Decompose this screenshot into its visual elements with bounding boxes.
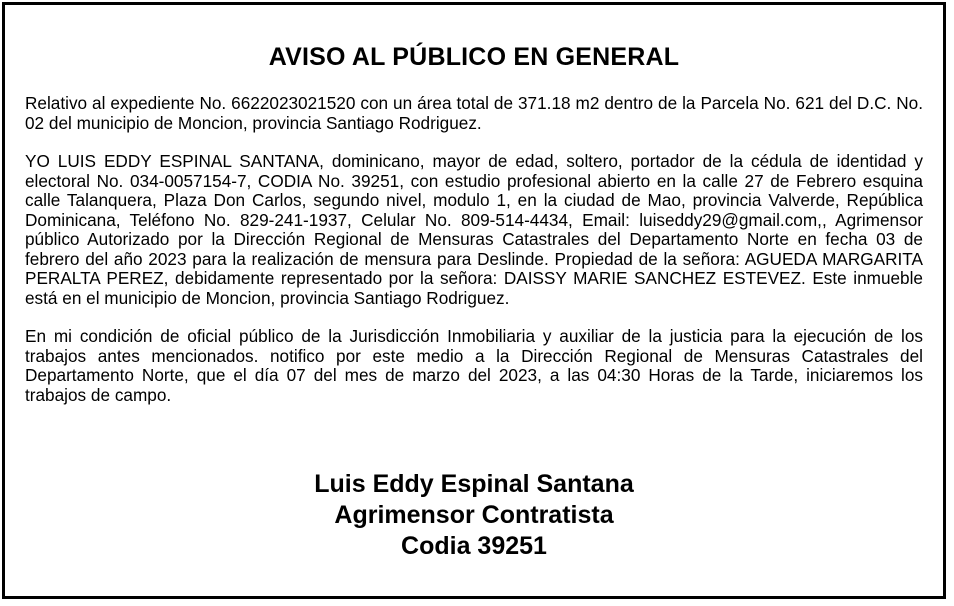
signature-role: Agrimensor Contratista [334,501,614,529]
signature-name: Luis Eddy Espinal Santana [314,470,634,498]
paragraph-field-work-notification: En mi condición de oficial público de la Jurisdicción Inmobiliaria y auxiliar de la justicia para la ejecución de los trabajos antes mencionados. notifico por este medio a la Dirección Regional de Mensuras Catastrales del Departamento Norte, que el día 07 del mes de marzo del 2023, a las 04:30 Horas de la Tarde, iniciaremos los trabajos de campo. [25,326,923,405]
notice-title: AVISO AL PÚBLICO EN GENERAL [268,43,680,71]
paragraph-surveyor-declaration: YO LUIS EDDY ESPINAL SANTANA, dominicano, mayor de edad, soltero, portador de la cédula de identidad y electoral No. 034-0057154-7, CODIA No. 39251, con estudio profesional abierto en la calle 27 de Febrero esquina calle Talanquera, Plaza Don Carlos, segundo nivel, modulo 1, en la ciudad de Mao, provincia Valverde, República Dominicana, Teléfono No. 829-241-1937, Celular No. 809-514-4434, Email: luiseddy29@gmail.com,, Agrimensor público Autorizado por la Dirección Regional de Mensuras Catastrales del Departamento Norte en fecha 03 de febrero del año 2023 para la realización de mensura para Deslinde. Propiedad de la señora: AGUEDA MARGARITA PERALTA PEREZ, debidamente representado por la señora: DAISSY MARIE SANCHEZ ESTEVEZ. Este inmueble está en el municipio de Moncion, provincia Santiago Rodriguez. [25,151,923,308]
signature-block [5,469,943,562]
signature-codia: Codia 39251 [401,532,547,560]
public-notice [2,2,946,599]
paragraph-file-reference: Relativo al expediente No. 6622023021520 con un área total de 371.18 m2 dentro de la Parcela No. 621 del D.C. No. 02 del municipio de Moncion, provincia Santiago Rodriguez. [25,93,923,133]
notice-body [25,94,923,424]
